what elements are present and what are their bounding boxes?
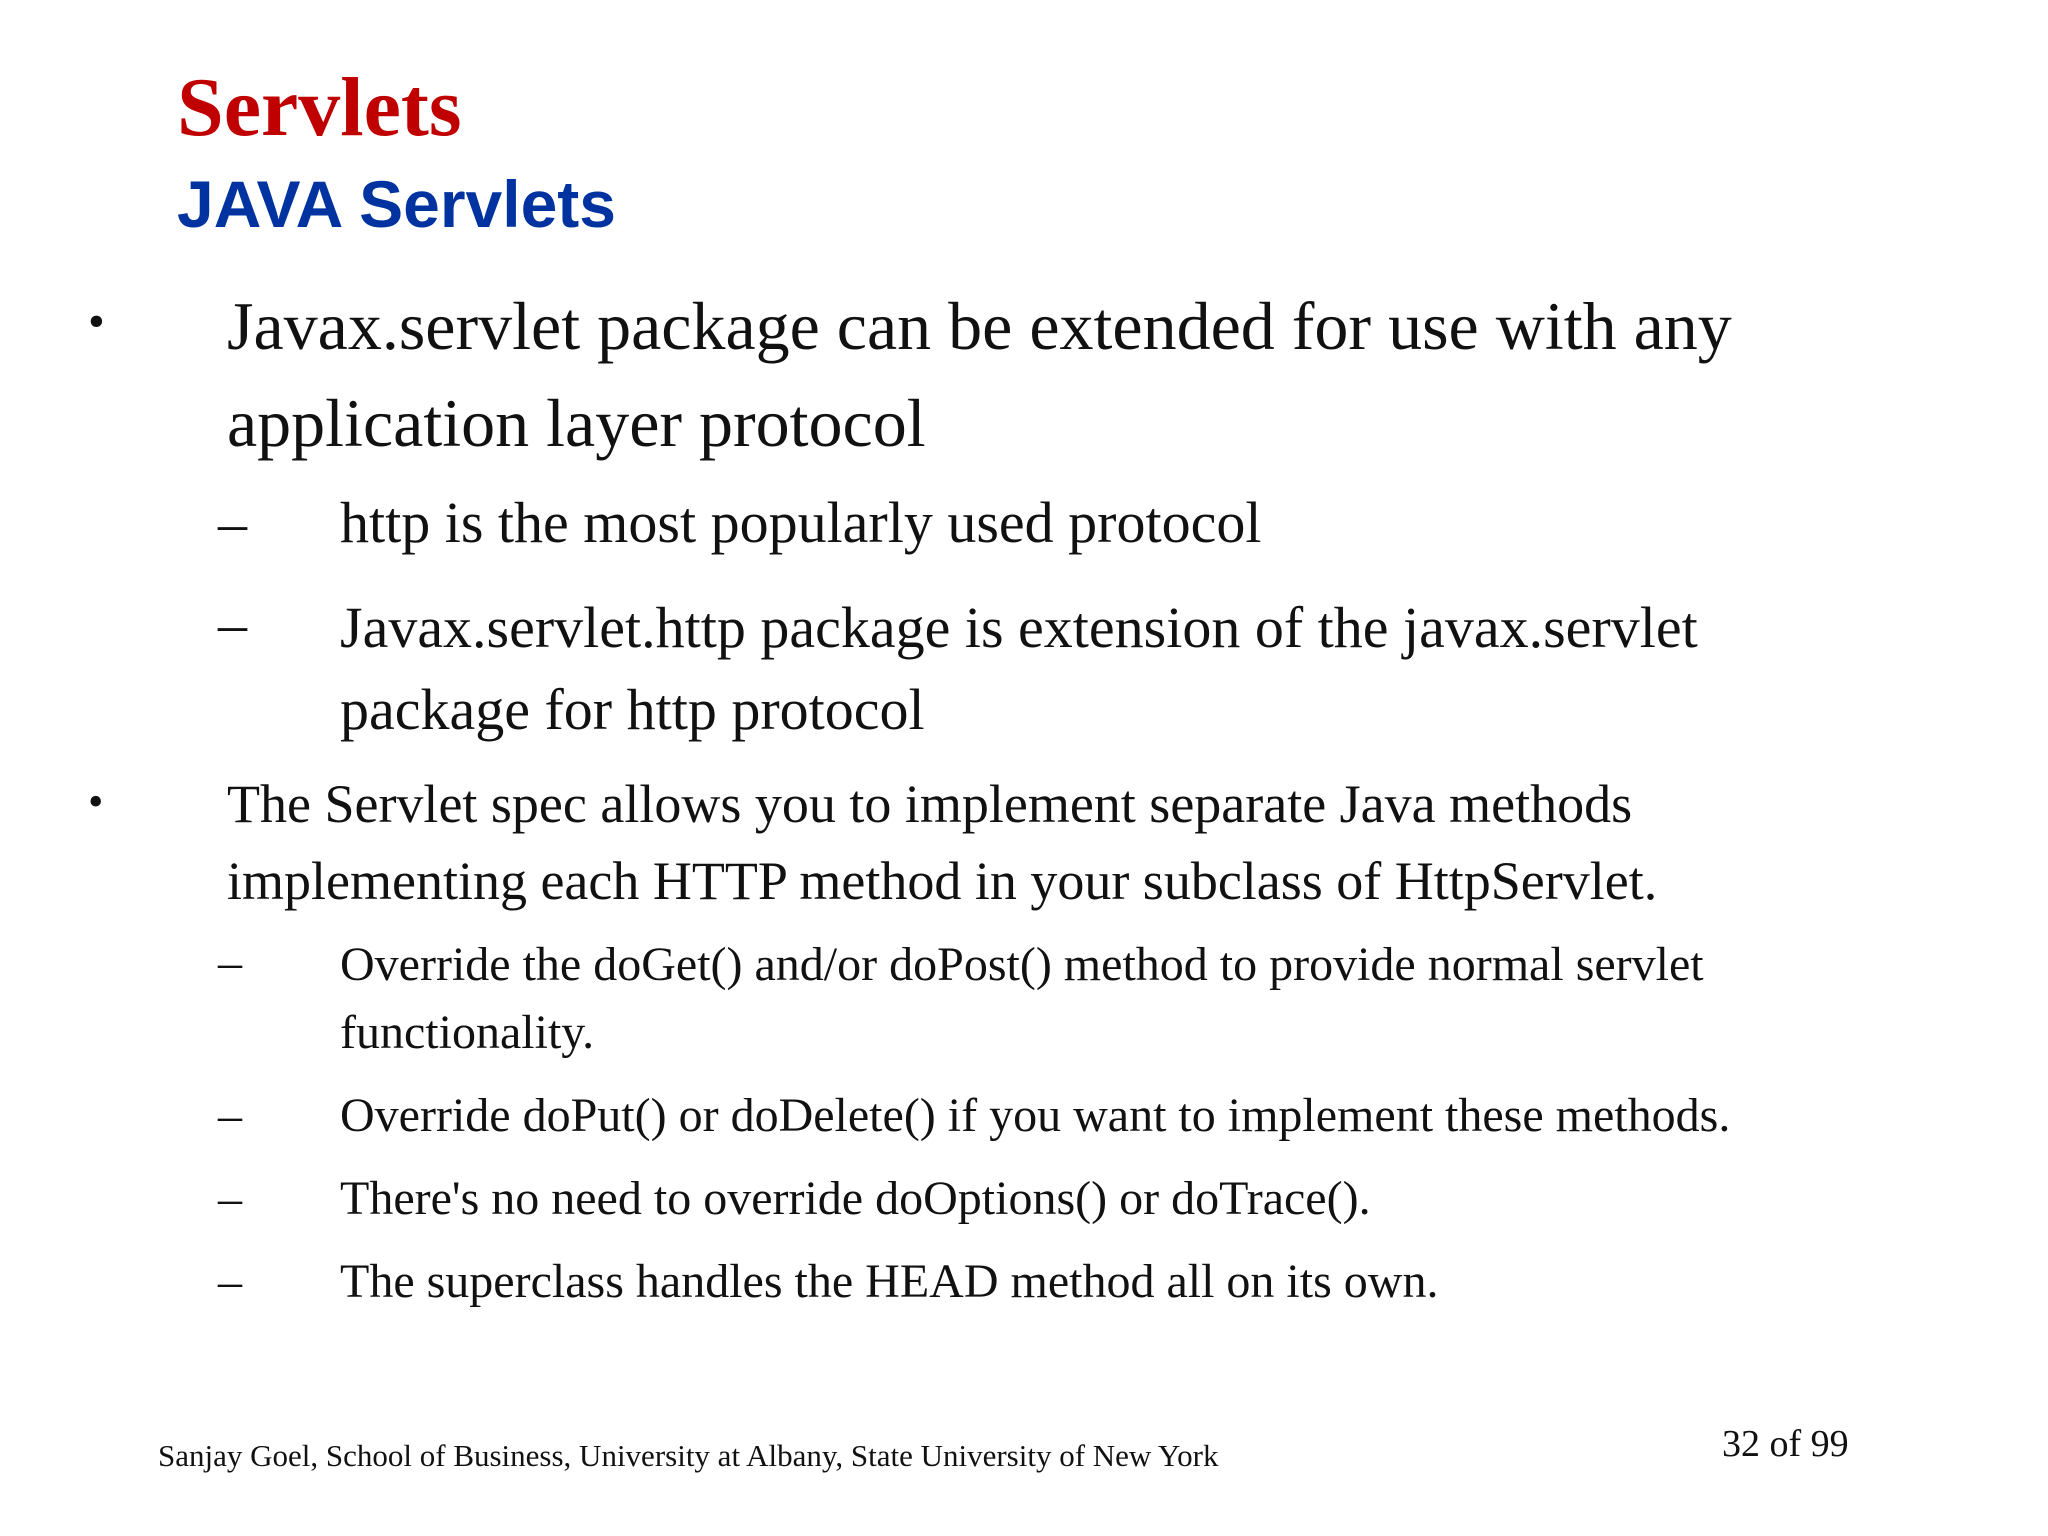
dash-marker: – [218, 1255, 242, 1308]
dash-marker: – [218, 490, 247, 555]
slide-footer: Sanjay Goel, School of Business, University at Albany, State University of New York [158, 1438, 1219, 1473]
bullet-2-text: The Servlet spec allows you to implement separate Java methods implementing each HTTP method in your subclass of HttpServlet. [227, 774, 1658, 911]
bullet-marker: • [88, 777, 104, 826]
dash-marker: – [218, 591, 247, 656]
bullet-1-text: Javax.servlet package can be extended for use with any application layer protocol [227, 288, 1732, 461]
slide-title: Servlets [177, 61, 462, 154]
bullet-marker: • [88, 295, 105, 348]
bullet-2-sub-3: There's no need to override doOptions() or doTrace(). [340, 1172, 1371, 1225]
page-number: 32 of 99 [1722, 1423, 1849, 1465]
dash-marker: – [218, 936, 242, 989]
bullet-2-sub-2: Override doPut() or doDelete() if you want to implement these methods. [340, 1089, 1731, 1142]
bullet-2-sub-1: Override the doGet() and/or doPost() method to provide normal servlet functionality. [340, 938, 1704, 1059]
bullet-2-sub-4: The superclass handles the HEAD method all on its own. [340, 1255, 1439, 1308]
bullet-1-sub-1: http is the most popularly used protocol [340, 490, 1262, 555]
dash-marker: – [218, 1089, 242, 1142]
dash-marker: – [218, 1172, 242, 1225]
bullet-1-sub-2: Javax.servlet.http package is extension of the javax.servlet package for http protocol [340, 595, 1698, 742]
slide-subtitle: JAVA Servlets [177, 167, 616, 241]
